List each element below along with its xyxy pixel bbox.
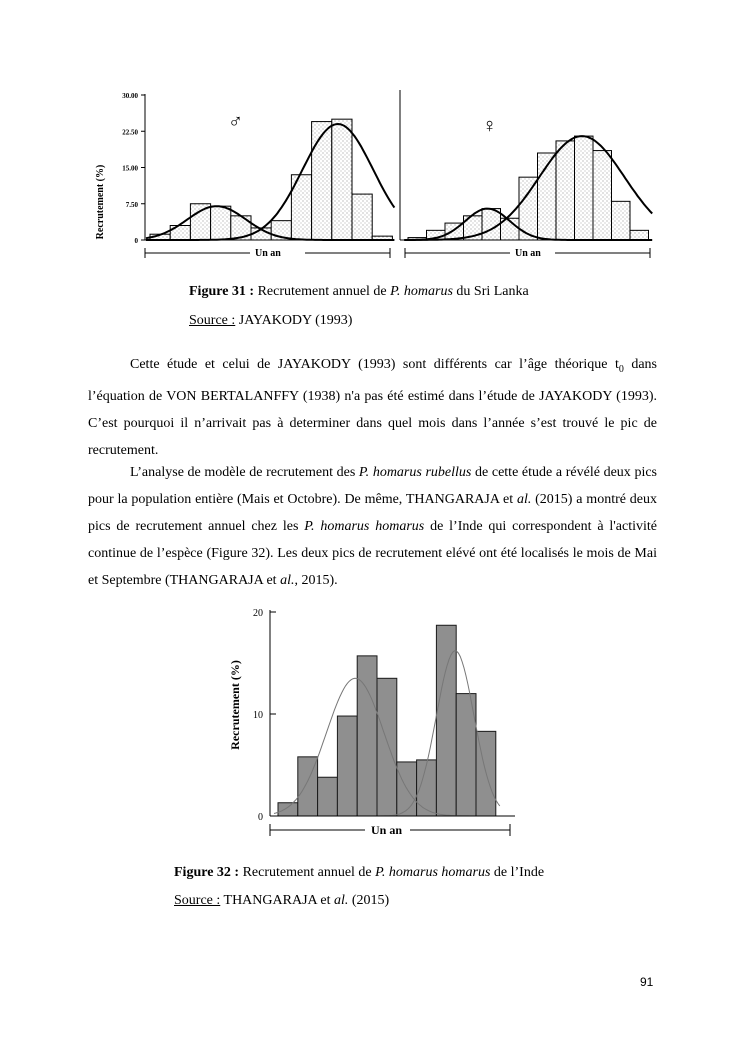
- bar: [278, 803, 298, 816]
- male-bar: [211, 206, 231, 240]
- y-axis-label-31: Recrutement (%): [95, 164, 106, 240]
- y-tick-label-male: 7.50: [125, 200, 138, 209]
- female-bar: [593, 151, 612, 240]
- x-axis-label-female: Un an: [515, 248, 541, 259]
- x-axis-label-32: Un an: [371, 823, 403, 837]
- male-bar: [190, 204, 210, 240]
- figure-31-source: Source : JAYAKODY (1993): [189, 313, 353, 328]
- figure-32-source: Source : THANGARAJA et al. (2015): [174, 893, 390, 908]
- female-bar: [630, 230, 649, 240]
- female-panel: [400, 90, 652, 259]
- figure-31-chart: [90, 80, 665, 265]
- figure-31-caption: Figure 31 : Recrutement annuel de P. homarus du Sri Lanka: [189, 284, 529, 299]
- bar: [377, 678, 397, 816]
- y-tick-label-male: 22.50: [122, 128, 138, 137]
- y-tick-label: 0: [258, 812, 263, 823]
- male-panel: [95, 92, 394, 259]
- paragraph-1: Cette étude et celui de JAYAKODY (1993) sont différents car l’âge théorique $t_0$ dans l’équation de VON BERTALANFFY (1938) n'a pas été estimé dans l’étude de JAYAKODY (1993). C’est pourquoi il n’arrivait pas à determiner dans quel mois dans l’année s’est trouvé le pic de recrutement.: [88, 357, 657, 458]
- male-bar: [312, 122, 332, 240]
- y-axis-label-32: Recrutement (%): [228, 660, 242, 750]
- y-tick-label: 20: [253, 608, 263, 619]
- y-tick-label-male: 30.00: [122, 92, 138, 100]
- female-symbol: ♀: [482, 115, 497, 137]
- figure-32-chart: [225, 600, 525, 845]
- y-tick-label: 10: [253, 710, 263, 721]
- female-bar: [575, 136, 594, 240]
- page-number: 91: [640, 975, 654, 989]
- bar: [318, 777, 338, 816]
- male-bar: [332, 119, 352, 240]
- paragraph-2: L’analyse de modèle de recrutement des P. homarus rubellus de cette étude a révélé deux pics pour la population entière (Mais et Octobre). De même, THANGARAJA et al. (2015) a montré deux pics de recrutement annuel chez les P. homarus homarus de l’Inde qui correspondent à l'activité continue de l’espèce (Figure 32). Les deux pics de recrutement elévé ont été localisés le mois de Mai et Septembre (THANGARAJA et al., 2015).: [88, 465, 657, 588]
- y-tick-label-male: 0: [134, 237, 138, 245]
- y-tick-label-male: 15.00: [122, 164, 138, 173]
- bar: [337, 716, 357, 816]
- female-bar: [556, 141, 575, 240]
- male-symbol: ♂: [228, 111, 243, 133]
- figure-32-caption: Figure 32 : Recrutement annuel de P. homarus homarus de l’Inde: [174, 865, 545, 880]
- male-bar: [352, 194, 372, 240]
- x-axis-label-male: Un an: [255, 248, 281, 259]
- female-bar: [612, 201, 631, 240]
- bar: [436, 625, 456, 816]
